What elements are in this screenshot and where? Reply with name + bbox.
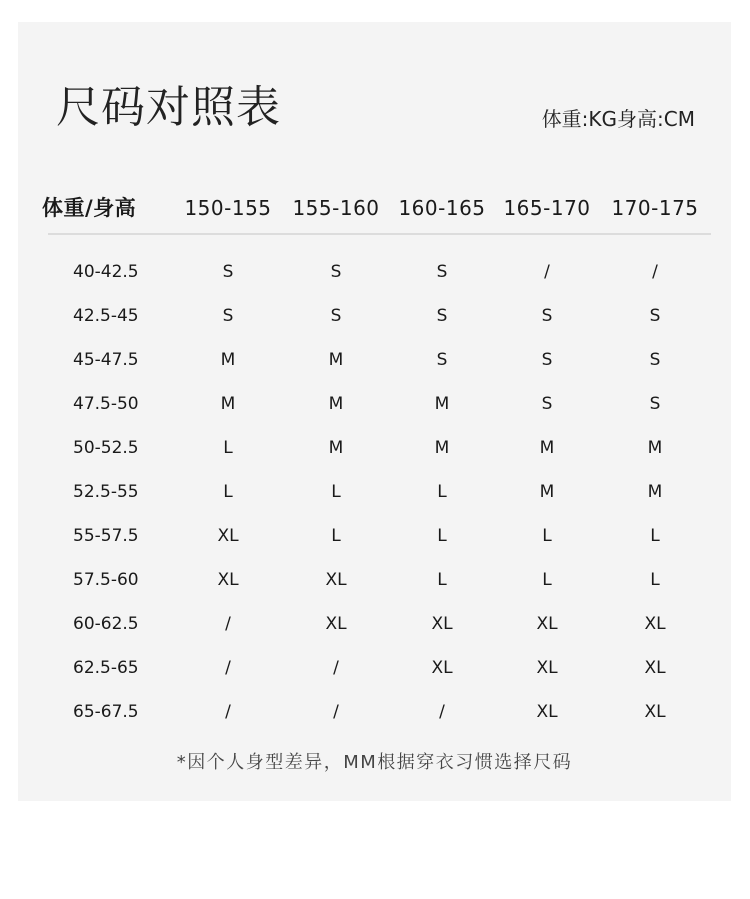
size-cell: M: [220, 394, 236, 414]
size-cell: M: [539, 438, 555, 458]
table-row: [18, 558, 731, 602]
size-cell: XL: [217, 570, 239, 590]
size-cell: M: [328, 438, 344, 458]
size-cell: XL: [644, 702, 666, 722]
size-cell: S: [541, 306, 553, 326]
table-row: [18, 250, 731, 294]
header-divider: [48, 233, 711, 235]
size-cell: S: [330, 262, 342, 282]
size-cell: /: [225, 614, 231, 634]
size-cell: S: [222, 306, 234, 326]
size-cell: S: [330, 306, 342, 326]
size-cell: L: [331, 482, 341, 502]
table-row: [18, 338, 731, 382]
size-cell: S: [436, 262, 448, 282]
header-height-150-155: 150-155: [184, 196, 272, 220]
footnote: *因个人身型差异，MM根据穿衣习惯选择尺码: [176, 752, 573, 773]
weight-cell: 60-62.5: [73, 614, 139, 634]
size-cell: XL: [325, 614, 347, 634]
size-cell: /: [225, 658, 231, 678]
size-cell: L: [650, 526, 660, 546]
weight-cell: 65-67.5: [73, 702, 139, 722]
size-cell: XL: [644, 614, 666, 634]
table-row: [18, 426, 731, 470]
size-cell: XL: [644, 658, 666, 678]
size-cell: S: [649, 394, 661, 414]
units-label: 体重:KG身高:CM: [541, 107, 695, 131]
weight-cell: 50-52.5: [73, 438, 139, 458]
weight-cell: 57.5-60: [73, 570, 139, 590]
size-cell: L: [223, 438, 233, 458]
size-cell: L: [542, 570, 552, 590]
weight-cell: 42.5-45: [73, 306, 139, 326]
size-cell: /: [333, 702, 339, 722]
size-cell: M: [434, 438, 450, 458]
size-cell: XL: [536, 702, 558, 722]
table-header: [18, 188, 731, 228]
size-cell: /: [544, 262, 550, 282]
size-cell: L: [542, 526, 552, 546]
size-cell: S: [436, 350, 448, 370]
size-cell: XL: [325, 570, 347, 590]
size-cell: L: [437, 526, 447, 546]
size-cell: S: [541, 350, 553, 370]
size-cell: S: [436, 306, 448, 326]
weight-cell: 45-47.5: [73, 350, 139, 370]
page-title: 尺码对照表: [56, 82, 281, 133]
size-cell: M: [434, 394, 450, 414]
size-cell: /: [439, 702, 445, 722]
weight-cell: 52.5-55: [73, 482, 139, 502]
table-row: [18, 294, 731, 338]
size-cell: L: [331, 526, 341, 546]
table-row: [18, 514, 731, 558]
header-height-160-165: 160-165: [398, 196, 486, 220]
size-cell: M: [220, 350, 236, 370]
table-row: [18, 690, 731, 734]
size-cell: L: [437, 482, 447, 502]
size-cell: S: [541, 394, 553, 414]
table-row: [18, 602, 731, 646]
table-row: [18, 382, 731, 426]
size-cell: /: [652, 262, 658, 282]
size-cell: L: [437, 570, 447, 590]
header-height-165-170: 165-170: [503, 196, 591, 220]
table-row: [18, 470, 731, 514]
size-cell: XL: [217, 526, 239, 546]
size-cell: L: [223, 482, 233, 502]
size-chart-card: [18, 22, 731, 801]
size-cell: M: [328, 350, 344, 370]
size-cell: S: [649, 306, 661, 326]
size-cell: L: [650, 570, 660, 590]
header-height-155-160: 155-160: [292, 196, 380, 220]
weight-cell: 62.5-65: [73, 658, 139, 678]
size-cell: /: [225, 702, 231, 722]
size-cell: XL: [536, 658, 558, 678]
size-cell: M: [328, 394, 344, 414]
weight-cell: 55-57.5: [73, 526, 139, 546]
size-cell: S: [222, 262, 234, 282]
weight-cell: 40-42.5: [73, 262, 139, 282]
size-cell: M: [647, 438, 663, 458]
weight-cell: 47.5-50: [73, 394, 139, 414]
size-cell: XL: [431, 658, 453, 678]
size-cell: S: [649, 350, 661, 370]
size-cell: /: [333, 658, 339, 678]
size-cell: M: [539, 482, 555, 502]
header-height-170-175: 170-175: [611, 196, 699, 220]
size-cell: XL: [431, 614, 453, 634]
size-cell: M: [647, 482, 663, 502]
header-weight-height: 体重/身高: [42, 196, 137, 220]
table-row: [18, 646, 731, 690]
size-cell: XL: [536, 614, 558, 634]
